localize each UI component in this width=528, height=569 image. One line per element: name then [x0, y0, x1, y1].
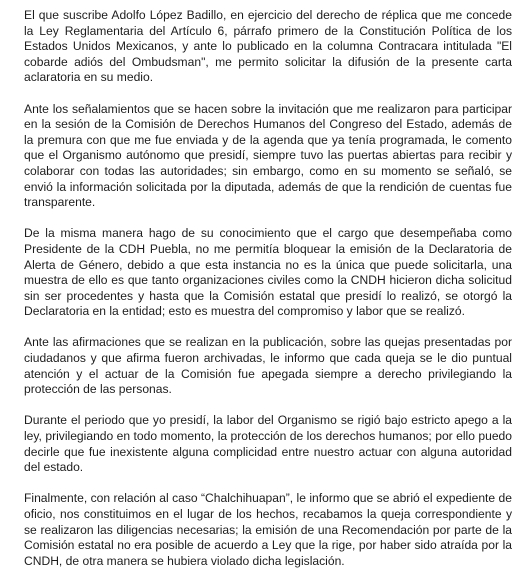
paragraph-complaints: Ante las afirmaciones que se realizan en la publicación, sobre las quejas presentadas por ciudadanos y que afirma fueron archivadas, le informo que cada queja se le dio puntual atención y el actuar de la Comisión fue apegada siempre a derecho privilegiando la protección de las personas. [24, 335, 512, 397]
paragraph-chalchihuapan: Finalmente, con relación al caso “Chalchihuapan”, le informo que se abrió el expediente de oficio, nos constituimos en el lugar de los hechos, recabamos la queja correspondiente y se realizaron las diligencias necesarias; la emisión de una Recomendación por parte de la Comisión estatal no era posible de acuerdo a Ley que la rige, por haber sido atraída por la CNDH, de otra manera se hubiera violado dicha legislación. [24, 491, 512, 568]
paragraph-gender-alert: De la misma manera hago de su conocimiento que el cargo que desempeñaba como Presidente de la CDH Puebla, no me permitía bloquear la emisión de la Declaratoria de Alerta de Género, debido a que esta instancia no es la única que puede solicitarla, una muestra de ello es que tanto organizaciones civiles como la CNDH hicieron dicha solicitud sin ser procedentes y hasta que la Comisión estatal que presidí lo realizó, se otorgó la Declaratoria en la entidad; esto es muestra del compromiso y labor que se realizó. [24, 226, 512, 319]
paragraph-congress-invitation: Ante los señalamientos que se hacen sobre la invitación que me realizaron para participar en la sesión de la Comisión de Derechos Humanos del Congreso del Estado, además de la premura con que me fue enviada y de la agenda que ya tenía programada, le comento que el Organismo autónomo que presidí, siempre tuvo las puertas abiertas para recibir y colaborar con todas las autoridades; sin embargo, como en su momento se señaló, se envió la información solicitada por la diputada, además de que la rendición de cuentas fue transparente. [24, 101, 512, 210]
paragraph-intro: El que suscribe Adolfo López Badillo, en ejercicio del derecho de réplica que me concede la Ley Reglamentaria del Artículo 6, párrafo primero de la Constitución Política de los Estados Unidos Mexicanos, y ante lo publicado en la columna Contracara intitulada "El cobarde adiós del Ombudsman", me permito solicitar la difusión de la presente carta aclaratoria en su medio. [24, 8, 512, 85]
paragraph-organism-labor: Durante el periodo que yo presidí, la labor del Organismo se rigió bajo estricto apego a la ley, privilegiando en todo momento, la protección de los derechos humanos; por ello puedo decirle que fue inexistente alguna complicidad entre nuestro actuar con alguna autoridad del estado. [24, 413, 512, 475]
